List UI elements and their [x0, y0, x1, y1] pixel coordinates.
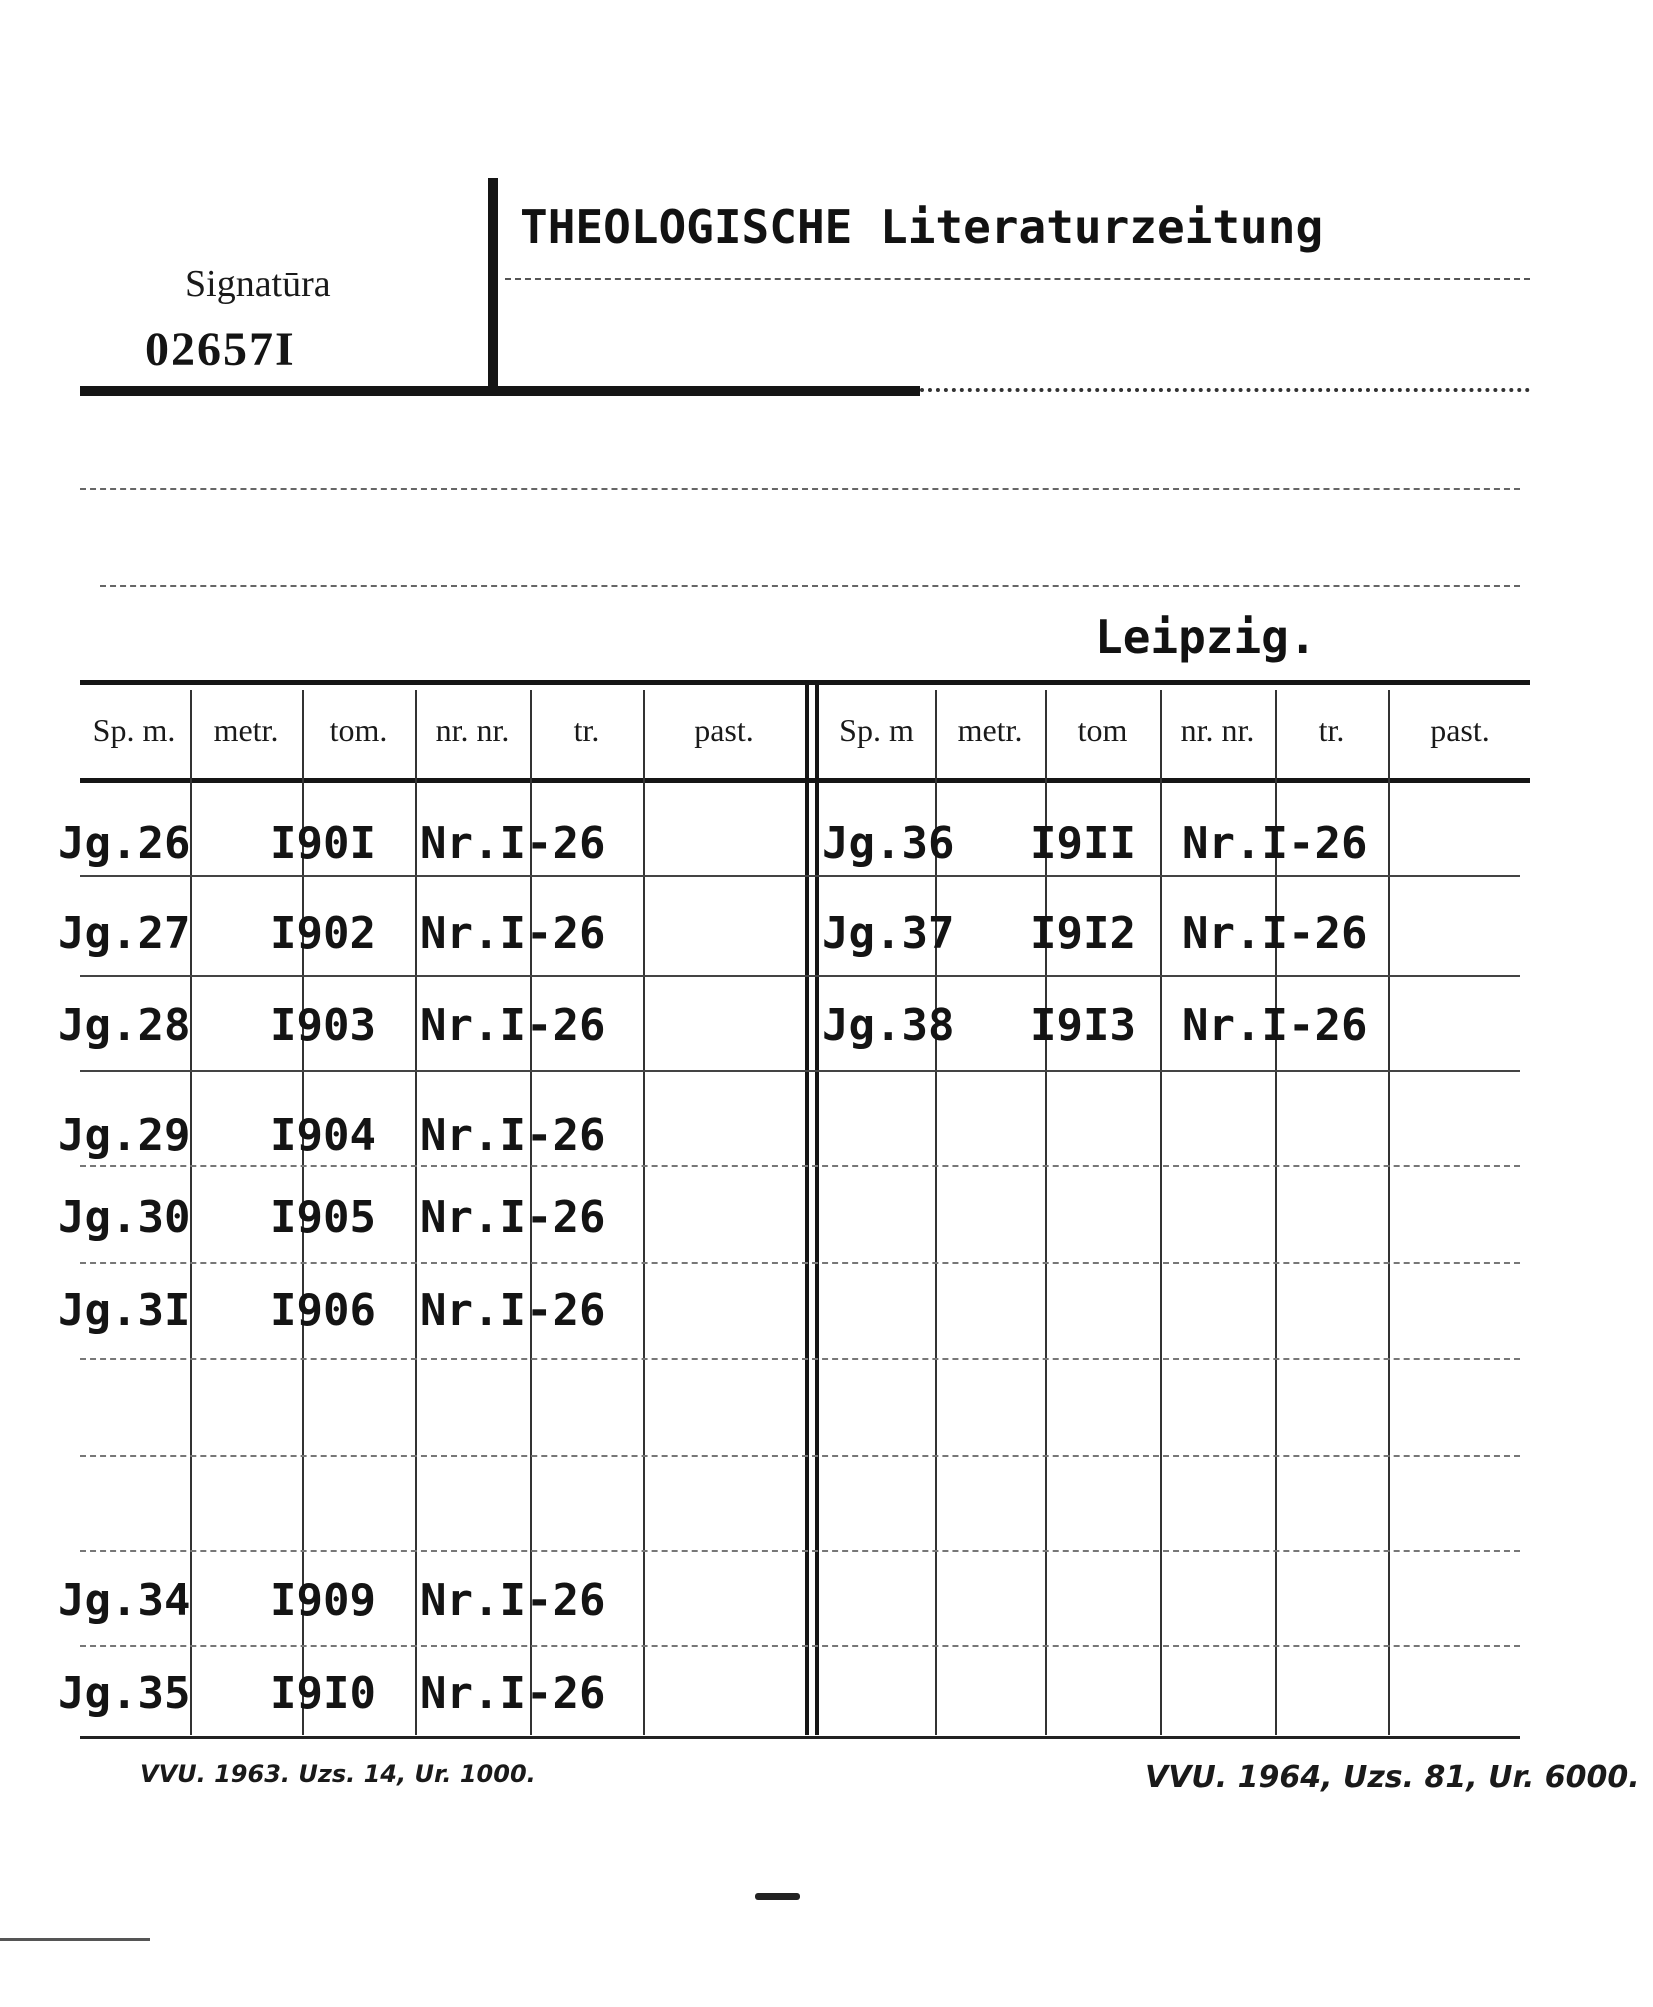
edge-mark	[0, 1938, 150, 1941]
entry-numbers: Nr.I-26	[1182, 818, 1368, 869]
row-rule	[80, 1070, 1520, 1072]
entry-year: I909	[270, 1575, 376, 1626]
entry-volume: Jg.26	[58, 818, 191, 869]
header-sp-m: Sp. m	[839, 712, 914, 748]
row-rule	[80, 1550, 1520, 1552]
entry-numbers: Nr.I-26	[420, 818, 606, 869]
entry-year: I90I	[270, 818, 376, 869]
footnote-right: VVU. 1964, Uzs. 81, Ur. 6000.	[1145, 1760, 1640, 1795]
entry-volume: Jg.38	[822, 1000, 955, 1051]
entry-year: I904	[270, 1110, 376, 1161]
row-rule	[80, 1165, 1520, 1167]
row-rule	[80, 1455, 1520, 1457]
header-sp-m: Sp. m.	[92, 712, 176, 748]
entry-year: I9I3	[1030, 1000, 1136, 1051]
entry-numbers: Nr.I-26	[420, 1000, 606, 1051]
header-past: past.	[694, 712, 754, 748]
row-rule	[80, 975, 1520, 977]
entry-numbers: Nr.I-26	[420, 1110, 606, 1161]
entry-volume: Jg.27	[58, 908, 191, 959]
blank-line	[80, 488, 1520, 490]
entry-volume: Jg.29	[58, 1110, 191, 1161]
entry-year: I903	[270, 1000, 376, 1051]
entry-volume: Jg.30	[58, 1192, 191, 1243]
signature-label: Signatūra	[185, 263, 331, 305]
entry-volume: Jg.36	[822, 818, 955, 869]
entry-year: I905	[270, 1192, 376, 1243]
blank-line	[100, 585, 1520, 587]
entry-numbers: Nr.I-26	[420, 1668, 606, 1719]
entry-year: I9I2	[1030, 908, 1136, 959]
entry-year: I9I0	[270, 1668, 376, 1719]
header-nr-nr: nr. nr.	[435, 712, 510, 748]
entry-volume: Jg.34	[58, 1575, 191, 1626]
periodical-title: THEOLOGISCHE Literaturzeitung	[520, 200, 1324, 254]
entry-volume: Jg.35	[58, 1668, 191, 1719]
header-divider	[488, 178, 498, 386]
column-divider	[415, 690, 417, 1735]
ink-mark	[755, 1893, 800, 1900]
entry-numbers: Nr.I-26	[420, 1285, 606, 1336]
entry-volume: Jg.3I	[58, 1285, 191, 1336]
column-divider	[1160, 690, 1162, 1735]
entry-numbers: Nr.I-26	[420, 1192, 606, 1243]
center-double-rule	[815, 685, 819, 1735]
entry-numbers: Nr.I-26	[1182, 1000, 1368, 1051]
column-divider	[643, 690, 645, 1735]
row-rule	[80, 875, 1520, 877]
signature-value: 02657I	[145, 323, 296, 376]
entry-numbers: Nr.I-26	[420, 1575, 606, 1626]
header-rule-dotted	[920, 388, 1530, 397]
header-metr: metr.	[957, 712, 1023, 748]
entry-numbers: Nr.I-26	[420, 908, 606, 959]
table-bottom-rule	[80, 1736, 1520, 1739]
entry-year: I902	[270, 908, 376, 959]
header-tr: tr.	[573, 712, 600, 748]
header-tom: tom	[1077, 712, 1128, 748]
publication-place: Leipzig.	[1095, 610, 1317, 664]
row-rule	[80, 1358, 1520, 1360]
entry-volume: Jg.28	[58, 1000, 191, 1051]
column-divider	[1388, 690, 1390, 1735]
header-past: past.	[1430, 712, 1490, 748]
header-rule	[80, 386, 920, 396]
header-tom: tom.	[329, 712, 388, 748]
center-double-rule	[805, 685, 809, 1735]
header-tr: tr.	[1318, 712, 1345, 748]
header-nr-nr: nr. nr.	[1180, 712, 1255, 748]
entry-year: I9II	[1030, 818, 1136, 869]
entry-year: I906	[270, 1285, 376, 1336]
footnote-left: VVU. 1963. Uzs. 14, Ur. 1000.	[140, 1760, 536, 1788]
title-rule	[505, 278, 1530, 280]
row-rule	[80, 1262, 1520, 1264]
header-metr: metr.	[213, 712, 279, 748]
entry-numbers: Nr.I-26	[1182, 908, 1368, 959]
row-rule	[80, 1645, 1520, 1647]
entry-volume: Jg.37	[822, 908, 955, 959]
